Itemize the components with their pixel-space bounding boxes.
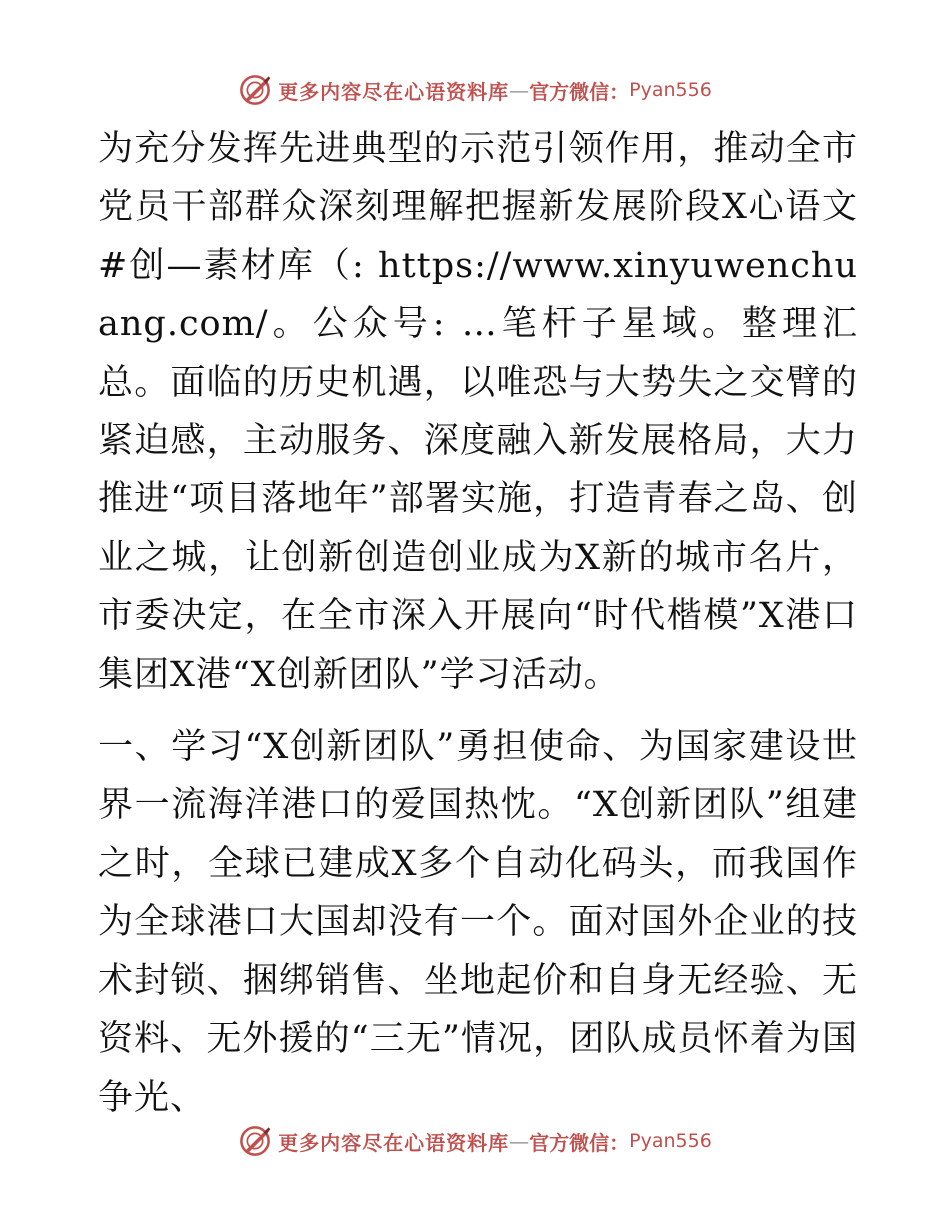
banner-text: 更多内容尽在心语资料库 bbox=[278, 79, 510, 104]
banner-label: 官方微信： bbox=[529, 79, 630, 104]
footer-banner bbox=[0, 1121, 950, 1161]
document-body bbox=[98, 120, 858, 1127]
banner-wechat-id: Pyan556 bbox=[629, 79, 712, 101]
logo-icon bbox=[238, 73, 272, 107]
paragraph-intro: 为充分发挥先进典型的示范引领作用，推动全市党员干部群众深刻理解把握新发展阶段X心语文#创—素材库（: https://www.xinyuwenchuang.com/。公众号: …笔杆子星域。整理汇总。面临的历史机遇，以唯恐与大势失之交臂的紧迫感，主动服务、深度融入新发展格局，大力推进“项目落地年”部署实施，打造青春之岛、创业之城，让创新创造创业成为X新的城市名片，市委决定，在全市深入开展向“时代楷模”X港口集团X港“X创新团队”学习活动。 bbox=[98, 129, 858, 695]
header-banner bbox=[0, 70, 950, 110]
logo-icon bbox=[238, 1124, 272, 1158]
banner-wechat-id: Pyan556 bbox=[629, 1130, 712, 1152]
banner-dash: — bbox=[509, 1129, 530, 1153]
paragraph-section-one: 一、学习“X创新团队”勇担使命、为国家建设世界一流海洋港口的爱国热忱。“X创新团队”组建之时，全球已建成X多个自动化码头，而我国作为全球港口大国却没有一个。面对国外企业的技术封锁、捆绑销售、坐地起价和自身无经验、无资料、无外援的“三无”情况，团队成员怀着为国争光、 bbox=[98, 727, 858, 1118]
banner-label: 官方微信： bbox=[529, 1130, 630, 1155]
banner-dash: — bbox=[509, 78, 530, 102]
banner-text: 更多内容尽在心语资料库 bbox=[278, 1130, 510, 1155]
